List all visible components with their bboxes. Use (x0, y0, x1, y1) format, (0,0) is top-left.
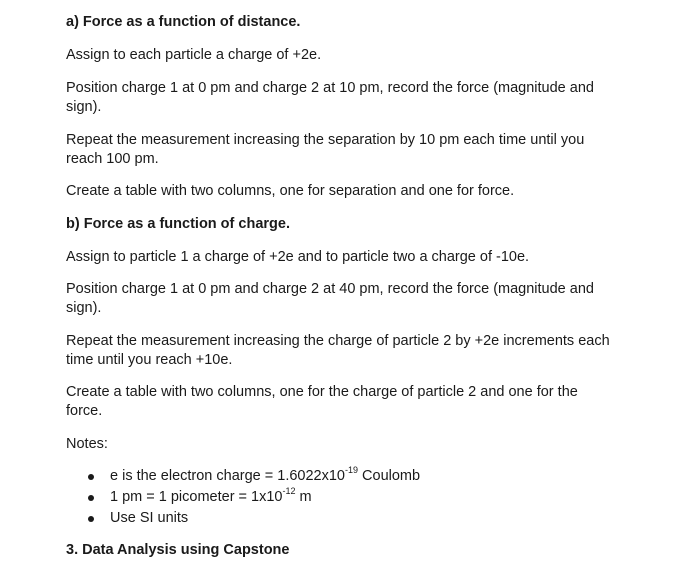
notes-label: Notes: (66, 436, 108, 452)
section-a-paragraph-3-line-2: reach 100 pm. (66, 151, 159, 167)
notes-item-text: e is the electron charge = 1.6022x10 (110, 468, 345, 484)
notes-item-si-units (88, 508, 420, 529)
bullet-icon (88, 516, 94, 522)
notes-item-picometer (88, 487, 420, 508)
notes-item-electron-charge (88, 466, 420, 487)
bullet-icon (88, 495, 94, 501)
notes-item-text: 1 pm = 1 picometer = 1x10 (110, 489, 283, 505)
notes-list (88, 466, 420, 529)
notes-item-exponent: -19 (344, 465, 358, 475)
section-b-paragraph-2-line-2: sign). (66, 300, 102, 316)
section-b-heading: b) Force as a function of charge. (66, 216, 290, 232)
notes-item-suffix: m (295, 489, 312, 505)
notes-item-text: Use SI units (110, 510, 189, 526)
section-a-paragraph-4: Create a table with two columns, one for separation and one for force. (66, 183, 515, 199)
section-b-paragraph-3-line-2: time until you reach +10e. (66, 352, 233, 368)
section-b-paragraph-4-line-2: force. (66, 403, 103, 419)
section-a-heading: a) Force as a function of distance. (66, 14, 301, 30)
section-a-paragraph-2-line-2: sign). (66, 99, 102, 115)
notes-item-suffix: Coulomb (358, 468, 421, 484)
section-b-paragraph-3-line-1: Repeat the measurement increasing the charge of particle 2 by +2e increments each (66, 333, 610, 349)
section-3-heading: 3. Data Analysis using Capstone (66, 542, 290, 558)
section-b-paragraph-1: Assign to particle 1 a charge of +2e and to particle two a charge of -10e. (66, 249, 530, 265)
section-a-paragraph-3-line-1: Repeat the measurement increasing the separation by 10 pm each time until you (66, 132, 585, 148)
section-a-paragraph-1: Assign to each particle a charge of +2e. (66, 47, 322, 63)
section-b-paragraph-4-line-1: Create a table with two columns, one for the charge of particle 2 and one for the (66, 384, 578, 400)
section-a-paragraph-2-line-1: Position charge 1 at 0 pm and charge 2 at 10 pm, record the force (magnitude and (66, 80, 594, 96)
bullet-icon (88, 474, 94, 480)
notes-item-exponent: -12 (282, 486, 296, 496)
section-b-paragraph-2-line-1: Position charge 1 at 0 pm and charge 2 at 40 pm, record the force (magnitude and (66, 281, 594, 297)
